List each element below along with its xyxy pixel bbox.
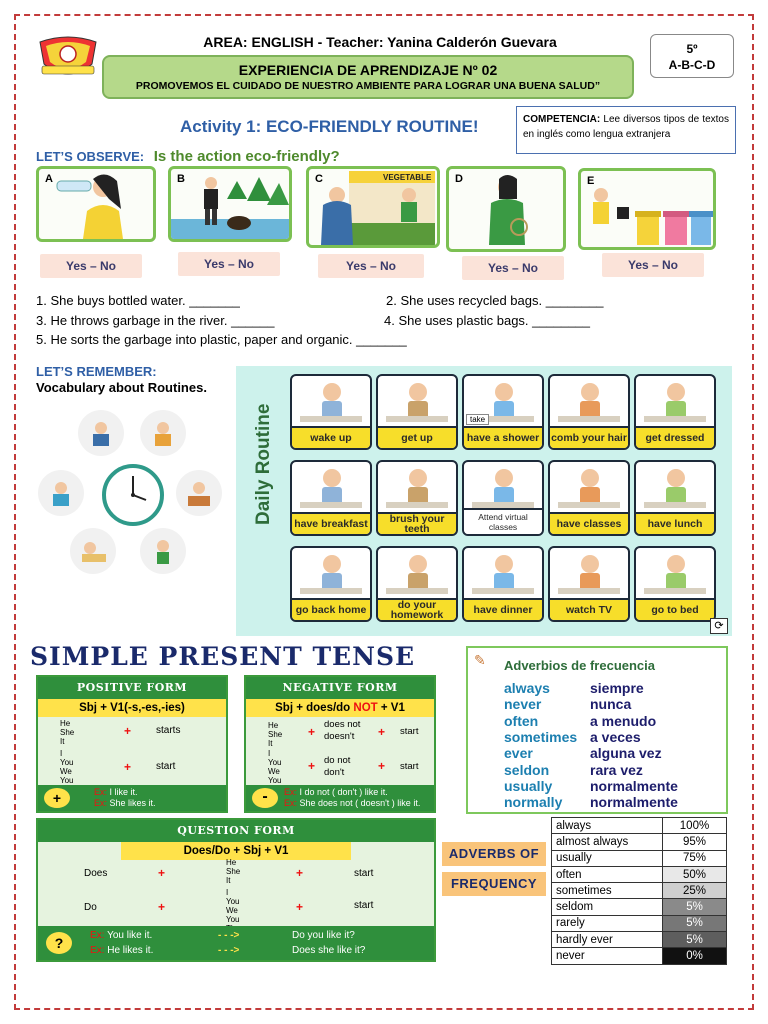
question-formula: Does/Do + Sbj + V1 xyxy=(121,842,351,860)
sentence-3: 3. He throws garbage in the river. ______ xyxy=(36,313,275,328)
pencil-icon: ✎ xyxy=(474,652,486,668)
daily-routine-title: Daily Routine xyxy=(253,403,274,525)
routine-tile-label: get up xyxy=(378,426,456,448)
routine-cartoon-icon xyxy=(464,462,542,512)
routine-tile-have-breakfast xyxy=(290,460,372,536)
frequency-word: almost always xyxy=(552,834,663,850)
routine-tile-label: Attend virtual classes xyxy=(464,508,542,534)
sentence-4: 4. She uses plastic bags. ________ xyxy=(384,313,590,328)
school-logo xyxy=(36,34,100,82)
refresh-icon[interactable]: ⟳ xyxy=(710,618,728,634)
answer-c-yes-no[interactable]: Yes – No xyxy=(318,254,424,278)
question-subjects-he-she-it: He She It xyxy=(226,858,241,885)
experience-subtitle: PROMOVEMOS EL CUIDADO DE NUESTRO AMBIENTE PARA LOGRAR UNA BUENA SALUD” xyxy=(135,80,601,92)
positive-form-header: POSITIVE FORM xyxy=(38,677,226,699)
grade-label: 5º xyxy=(686,42,698,56)
adverb-row xyxy=(504,794,678,810)
frequency-percent: 0% xyxy=(663,948,727,964)
picture-e xyxy=(578,168,716,250)
positive-verb-start: start xyxy=(156,761,176,772)
routine-cartoon-icon xyxy=(636,376,714,426)
routine-tile-brush-your-teeth xyxy=(376,460,458,536)
frequency-word: hardly ever xyxy=(552,932,663,948)
picture-letter: D xyxy=(455,173,463,185)
routine-tile-label: watch TV xyxy=(550,598,628,620)
routine-tile-comb-your-hair xyxy=(548,374,630,450)
routine-tile-wake-up xyxy=(290,374,372,450)
answer-b-yes-no[interactable]: Yes – No xyxy=(178,252,280,276)
positive-examples xyxy=(38,785,226,811)
positive-subjects-he-she-it: He She It xyxy=(60,719,75,746)
negative-examples xyxy=(246,785,434,811)
frequency-percent: 25% xyxy=(663,883,727,899)
routine-kid-sleep-icon xyxy=(70,528,116,574)
adverb-row xyxy=(504,713,656,729)
question-mark-badge: ? xyxy=(46,932,72,954)
routine-tile-label: have dinner xyxy=(464,598,542,620)
routine-tile-have-classes xyxy=(548,460,630,536)
vocabulary-subtitle: Vocabulary about Routines. xyxy=(36,380,207,395)
routine-tile-label: do your homework xyxy=(378,598,456,620)
picture-letter: C xyxy=(315,173,323,185)
sentence-2: 2. She uses recycled bags. ________ xyxy=(386,293,604,308)
sentence-1: 1. She buys bottled water. _______ xyxy=(36,293,240,308)
routine-tile-label: comb your hair xyxy=(550,426,628,448)
competencia-label: COMPETENCIA: xyxy=(523,114,601,125)
frequency-word: sometimes xyxy=(552,883,663,899)
routine-tile-label: wake up xyxy=(292,426,370,448)
frequency-percent: 50% xyxy=(663,866,727,882)
plus-sign: + xyxy=(308,759,316,773)
frequency-percent: 5% xyxy=(663,915,727,931)
plus-sign: + xyxy=(308,725,316,739)
negative-aux-does-not: does not doesn't xyxy=(324,719,361,742)
routine-cartoon-icon xyxy=(636,462,714,512)
routine-tile-label: go back home xyxy=(292,598,370,620)
routine-tile-have-dinner xyxy=(462,546,544,622)
adverb-english: never xyxy=(504,696,542,713)
routine-tile-label: go to bed xyxy=(636,598,714,620)
routine-kid-toothbrush-icon xyxy=(140,410,186,456)
question-answer-1: Do you like it? xyxy=(292,930,355,941)
adverb-spanish: siempre xyxy=(590,680,644,696)
negative-form-header: NEGATIVE FORM xyxy=(246,677,434,699)
routine-kid-study-icon xyxy=(176,470,222,516)
adverb-spanish: nunca xyxy=(590,696,632,713)
routine-tile-have-a-shower xyxy=(462,374,544,450)
answer-a-yes-no[interactable]: Yes – No xyxy=(40,254,142,278)
question-example-1: You like it. xyxy=(107,930,153,941)
adverb-spanish: normalmente xyxy=(590,794,678,811)
routine-cartoon-icon xyxy=(378,462,456,512)
answer-d-yes-no[interactable]: Yes – No xyxy=(462,256,564,280)
negative-not-word: NOT xyxy=(353,702,378,714)
clock-icon xyxy=(102,464,164,531)
plus-sign: + xyxy=(124,724,132,738)
routine-tile-get-up xyxy=(376,374,458,450)
adverb-spanish: rara vez xyxy=(590,761,643,778)
adverb-spanish: a menudo xyxy=(590,712,657,729)
question-verb-start-1: start xyxy=(354,868,374,879)
picture-letter: B xyxy=(177,173,185,185)
frequency-percent: 95% xyxy=(663,834,727,850)
sections-label: A-B-C-D xyxy=(668,58,716,72)
ex-label: Ex: xyxy=(90,930,105,941)
answer-e-yes-no[interactable]: Yes – No xyxy=(602,253,704,277)
adverb-english: usually xyxy=(504,777,553,794)
observe-heading xyxy=(36,148,340,165)
frequency-row xyxy=(552,899,727,915)
routine-tile-label: have a shower xyxy=(464,426,542,448)
competencia-text: Lee diversos tipos de textos en inglés como lengua extranjera xyxy=(523,114,729,140)
experience-title: EXPERIENCIA DE APRENDIZAJE Nº 02 xyxy=(238,62,498,78)
frequency-word: never xyxy=(552,948,663,964)
routine-tile-watch-tv xyxy=(548,546,630,622)
routine-cartoon-icon xyxy=(550,462,628,512)
adverb-english: often xyxy=(504,712,539,729)
adverb-row xyxy=(504,729,641,745)
frequency-word: often xyxy=(552,866,663,882)
routine-clock-wheel xyxy=(36,404,232,584)
adverb-english: always xyxy=(504,680,550,696)
area-teacher-title: AREA: ENGLISH - Teacher: Yanina Calderón Guevara xyxy=(203,34,557,50)
ex-label: Ex: xyxy=(94,798,108,808)
frequency-row xyxy=(552,915,727,931)
vegetable-sign: VEGETABLE xyxy=(383,173,432,182)
positive-plus-badge: + xyxy=(44,788,70,808)
negative-verb-start-1: start xyxy=(400,726,419,737)
routine-cartoon-icon xyxy=(292,462,370,512)
routine-kid-walk-icon xyxy=(140,528,186,574)
plus-sign: + xyxy=(158,866,166,880)
take-note: take xyxy=(466,414,489,425)
negative-example-2: She does not ( doesn't ) like it. xyxy=(299,798,421,808)
experience-banner xyxy=(102,55,634,99)
frequency-word: always xyxy=(552,818,663,834)
frequency-percent: 75% xyxy=(663,850,727,866)
remember-label: LET’S REMEMBER: xyxy=(36,364,157,379)
ex-label: Ex: xyxy=(284,798,298,808)
adverb-row xyxy=(504,696,631,712)
sentence-5: 5. He sorts the garbage into plastic, paper and organic. _______ xyxy=(36,332,407,347)
adverb-spanish: alguna vez xyxy=(590,745,662,762)
adverb-english: normally xyxy=(504,794,563,811)
frequency-row xyxy=(552,866,727,882)
negative-formula: Sbj + does/do NOT + V1 xyxy=(246,699,434,717)
adverb-english: ever xyxy=(504,745,533,762)
activity-title: Activity 1: ECO-FRIENDLY ROUTINE! xyxy=(180,117,479,136)
routine-tile-go-to-bed xyxy=(634,546,716,622)
adverbs-title: Adverbios de frecuencia xyxy=(504,658,655,673)
drinking-water-illustration xyxy=(39,169,153,239)
adverb-row xyxy=(504,745,662,761)
negative-subjects-he-she-it: He She It xyxy=(268,721,283,748)
frequency-row xyxy=(552,818,727,834)
recycling-bins-illustration xyxy=(581,171,713,247)
routine-tile-do-your-homework xyxy=(376,546,458,622)
plus-sign: + xyxy=(296,900,304,914)
question-answer-2: Does she like it? xyxy=(292,945,366,956)
adverbs-of-tag: ADVERBS OF xyxy=(442,842,546,866)
frequency-percent: 5% xyxy=(663,899,727,915)
picture-letter: A xyxy=(45,173,53,185)
adverb-row xyxy=(504,778,678,794)
negative-aux-do-not: do not don't xyxy=(324,755,351,778)
question-subjects-plural: I You We You xyxy=(226,888,240,924)
routine-cartoon-icon xyxy=(378,548,456,598)
question-form-header: QUESTION FORM xyxy=(38,820,434,842)
frequency-row xyxy=(552,932,727,948)
picture-a xyxy=(36,166,156,242)
ex-label: Ex: xyxy=(284,787,298,797)
frequency-row xyxy=(552,850,727,866)
routine-tile-get-dressed xyxy=(634,374,716,450)
question-form-box xyxy=(36,818,436,962)
plus-sign: + xyxy=(124,760,132,774)
negative-subjects-plural: I You We You xyxy=(268,749,282,785)
picture-letter: E xyxy=(587,175,595,187)
routine-kid-breakfast-icon xyxy=(78,410,124,456)
adverb-row xyxy=(504,762,643,778)
routine-cartoon-icon xyxy=(550,376,628,426)
adverb-spanish: a veces xyxy=(590,728,641,745)
plus-sign: + xyxy=(378,759,386,773)
river-garbage-illustration xyxy=(171,169,289,239)
frequency-row xyxy=(552,948,727,964)
ex-label: Ex: xyxy=(90,945,105,956)
frequency-word: seldom xyxy=(552,899,663,915)
routine-tile-label: brush your teeth xyxy=(378,512,456,534)
question-aux-does: Does xyxy=(84,868,108,879)
frequency-row xyxy=(552,883,727,899)
question-examples xyxy=(38,926,434,960)
vegetable-market-illustration xyxy=(309,169,437,245)
question-aux-do: Do xyxy=(84,902,97,913)
grammar-title: SIMPLE PRESENT TENSE xyxy=(30,642,416,671)
question-example-2: He likes it. xyxy=(107,945,154,956)
adverb-english: seldon xyxy=(504,761,550,778)
picture-c xyxy=(306,166,440,248)
picture-b xyxy=(168,166,292,242)
negative-example-1: I do not ( don't ) like it. xyxy=(299,787,388,797)
adverb-english: sometimes xyxy=(504,728,578,745)
routine-tile-have-lunch xyxy=(634,460,716,536)
positive-form-box xyxy=(36,675,228,813)
arrow-icon: - - -> xyxy=(218,930,240,941)
arrow-icon: - - -> xyxy=(218,945,240,956)
adverbs-of-frequency-box xyxy=(466,646,728,814)
question-verb-start-2: start xyxy=(354,900,374,911)
routine-cartoon-icon xyxy=(636,548,714,598)
routine-cartoon-icon xyxy=(292,376,370,426)
positive-formula: Sbj + V1(-s,-es,-ies) xyxy=(38,699,226,717)
grade-box xyxy=(650,34,734,78)
plus-sign: + xyxy=(296,866,304,880)
frequency-percent: 100% xyxy=(663,818,727,834)
routine-tile-label: get dressed xyxy=(636,426,714,448)
picture-d xyxy=(446,166,566,252)
frequency-row xyxy=(552,834,727,850)
routine-tile-attend-virtual-classes xyxy=(462,460,544,536)
recycled-bag-illustration xyxy=(449,169,563,249)
negative-form-box xyxy=(244,675,436,813)
frequency-percentage-table xyxy=(551,817,727,965)
positive-subjects-plural: I You We You xyxy=(60,749,74,785)
routine-tile-label: have lunch xyxy=(636,512,714,534)
routine-tile-label: have breakfast xyxy=(292,512,370,534)
competencia-box xyxy=(516,106,736,154)
observe-label: LET’S OBSERVE: xyxy=(36,149,145,164)
plus-sign: + xyxy=(378,725,386,739)
routine-cartoon-icon xyxy=(292,548,370,598)
routine-cartoon-icon xyxy=(464,548,542,598)
frequency-tag: FREQUENCY xyxy=(442,872,546,896)
plus-sign: + xyxy=(158,900,166,914)
positive-example-2: She likes it. xyxy=(109,798,156,808)
adverb-row xyxy=(504,680,644,696)
frequency-percent: 5% xyxy=(663,932,727,948)
negative-minus-badge: - xyxy=(252,788,278,808)
routine-tile-go-back-home xyxy=(290,546,372,622)
frequency-word: rarely xyxy=(552,915,663,931)
routine-cartoon-icon xyxy=(378,376,456,426)
routine-cartoon-icon xyxy=(550,548,628,598)
positive-verb-starts: starts xyxy=(156,725,181,736)
daily-routine-board xyxy=(236,366,732,636)
routine-kid-dressing-icon xyxy=(38,470,84,516)
frequency-word: usually xyxy=(552,850,663,866)
negative-verb-start-2: start xyxy=(400,761,419,772)
observe-question: Is the action eco-friendly? xyxy=(153,148,340,165)
positive-example-1: I like it. xyxy=(109,787,138,797)
adverb-spanish: normalmente xyxy=(590,777,678,794)
ex-label: Ex: xyxy=(94,787,108,797)
routine-tile-label: have classes xyxy=(550,512,628,534)
